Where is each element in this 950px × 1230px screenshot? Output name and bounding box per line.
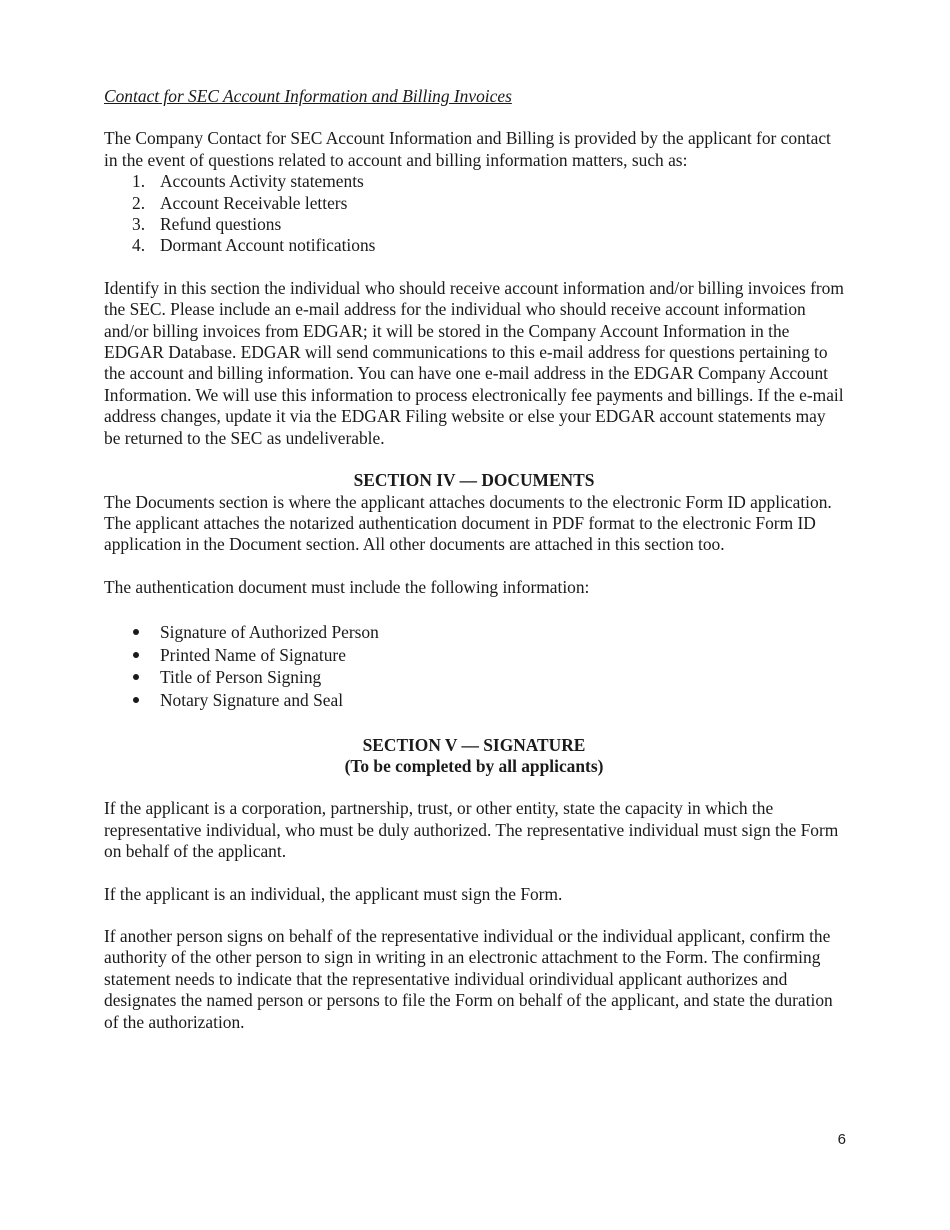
list-item: 2. Account Receivable letters bbox=[132, 192, 348, 213]
list-item: Notary Signature and Seal bbox=[104, 689, 844, 712]
account-matters-list bbox=[104, 171, 844, 257]
document-page bbox=[104, 86, 844, 1033]
list-item: 3. Refund questions bbox=[132, 214, 282, 235]
signature-paragraph-individual: If the applicant is an individual, the applicant must sign the Form. bbox=[104, 883, 563, 904]
identify-paragraph: Identify in this section the individual who should receive account information and/or billing invoices from the SEC. Please include an e-mail address for the individual who should receive account information and/or billing invoices from EDGAR; it will be stored in the Company Account Information in the EDGAR Database. EDGAR will send communications to this e-mail address for questions pertaining to the account and billing information. You can have one e-mail address in the EDGAR Company Account Information. We will use this information to process electronically fee payments and billings. If the e-mail address changes, update it via the EDGAR Filing website or else your EDGAR account statements may be returned to the SEC as undeliverable. bbox=[104, 277, 844, 448]
bullet-icon bbox=[133, 674, 139, 680]
list-item: Signature of Authorized Person bbox=[104, 621, 844, 644]
section-v-subtitle: (To be completed by all applicants) bbox=[344, 755, 604, 776]
list-item: 1. Accounts Activity statements bbox=[132, 171, 364, 192]
list-item: 4. Dormant Account notifications bbox=[132, 235, 376, 256]
section-iv-title: SECTION IV — DOCUMENTS bbox=[353, 470, 595, 491]
list-item: Title of Person Signing bbox=[104, 666, 844, 689]
contact-intro-paragraph: The Company Contact for SEC Account Information and Billing is provided by the applicant for contact in the event of questions related to account and billing information matters, such as: bbox=[104, 128, 831, 170]
documents-paragraph: The Documents section is where the applicant attaches documents to the electronic Form ID application. The applicant attaches the notarized authentication document in PDF format to the electronic Form ID application in the Document section. All other documents are attached in this section too. bbox=[104, 491, 832, 555]
authentication-intro: The authentication document must include the following information: bbox=[104, 576, 590, 597]
bullet-icon bbox=[133, 697, 139, 703]
list-item: Printed Name of Signature bbox=[104, 644, 844, 667]
bullet-icon bbox=[133, 652, 139, 658]
authentication-requirements-list bbox=[104, 621, 844, 711]
bullet-icon bbox=[133, 629, 139, 635]
signature-paragraph-entity: If the applicant is a corporation, partnership, trust, or other entity, state the capacity in which the representative individual, who must be duly authorized. The representative individual must sign the Form on behalf of the applicant. bbox=[104, 798, 839, 862]
page-number: 6 bbox=[837, 1131, 846, 1148]
contact-heading: Contact for SEC Account Information and Billing Invoices bbox=[104, 86, 512, 106]
signature-paragraph-other-person: If another person signs on behalf of the representative individual or the individual applicant, confirm the authority of the other person to sign in writing in an electronic attachment to the Form. The confirming statement needs to indicate that the representative individual orindividual applicant authorizes and designates the named person or persons to file the Form on behalf of the applicant, and state the duration of the authorization. bbox=[104, 925, 833, 1032]
section-v-title: SECTION V — SIGNATURE bbox=[362, 734, 586, 755]
